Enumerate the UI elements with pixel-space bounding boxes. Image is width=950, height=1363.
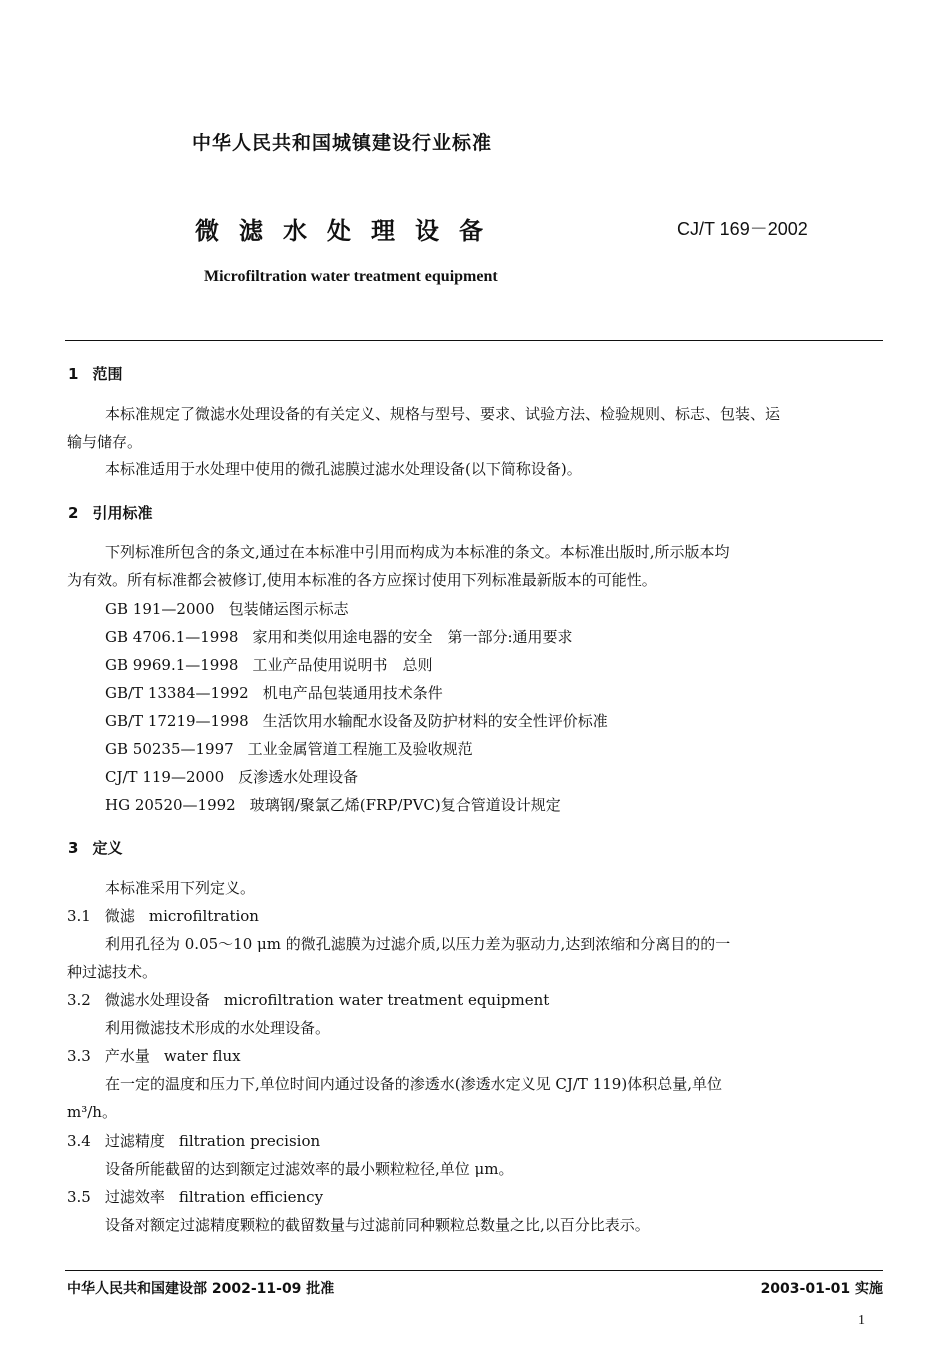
reference-name: 包装储运图示标志 bbox=[228, 600, 349, 618]
paragraph-line: 本标准采用下列定义。 bbox=[105, 879, 256, 897]
section-2-heading bbox=[68, 503, 152, 523]
definition-text: 设备对额定过滤精度颗粒的截留数量与过滤前同种颗粒总数量之比,以百分比表示。 bbox=[105, 1216, 650, 1234]
definition-term-en: water flux bbox=[163, 1047, 241, 1065]
definition-term-en: microfiltration bbox=[148, 907, 259, 925]
section-title: 引用标准 bbox=[92, 504, 153, 522]
implementation-line: 2003-01-01 实施 bbox=[760, 1281, 883, 1297]
definition-text: 设备所能截留的达到额定过滤效率的最小颗粒粒径,单位 μm。 bbox=[105, 1160, 514, 1178]
definition-text: 种过滤技术。 bbox=[67, 963, 158, 981]
section-3-heading bbox=[68, 838, 122, 858]
paragraph-line: 本标准适用于水处理中使用的微孔滤膜过滤水处理设备(以下简称设备)。 bbox=[105, 460, 582, 478]
reference-item bbox=[105, 767, 358, 787]
reference-item bbox=[105, 739, 473, 759]
definition-text: 在一定的温度和压力下,单位时间内通过设备的渗透水(渗透水定义见 CJ/T 119)体积总量,单位 bbox=[105, 1075, 722, 1093]
reference-item bbox=[105, 627, 573, 647]
reference-name: 家用和类似用途电器的安全 第一部分:通用要求 bbox=[252, 628, 573, 646]
definition-term-cn: 微滤 bbox=[104, 907, 135, 925]
section-number: 1 bbox=[68, 365, 79, 383]
paragraph-line: 输与储存。 bbox=[67, 433, 143, 451]
definition-number: 3.5 bbox=[67, 1188, 91, 1206]
reference-name: 玻璃钢/聚氯乙烯(FRP/PVC)复合管道设计规定 bbox=[249, 796, 561, 814]
definition-term bbox=[67, 990, 549, 1010]
reference-name: 反渗透水处理设备 bbox=[238, 768, 359, 786]
reference-item bbox=[105, 655, 432, 675]
approval-line: 中华人民共和国建设部 2002-11-09 批准 bbox=[67, 1281, 335, 1297]
reference-name: 生活饮用水输配水设备及防护材料的安全性评价标准 bbox=[262, 712, 608, 730]
definition-term-cn: 过滤效率 bbox=[104, 1188, 165, 1206]
definition-number: 3.1 bbox=[67, 907, 91, 925]
section-number: 3 bbox=[68, 839, 79, 857]
section-title: 定义 bbox=[92, 839, 123, 857]
section-1-heading bbox=[68, 364, 122, 384]
reference-name: 工业产品使用说明书 总则 bbox=[252, 656, 433, 674]
reference-item bbox=[105, 711, 608, 731]
section-number: 2 bbox=[68, 504, 79, 522]
definition-text: 利用孔径为 0.05～10 μm 的微孔滤膜为过滤介质,以压力差为驱动力,达到浓缩和分离目的的一 bbox=[105, 935, 731, 953]
reference-code: GB 191—2000 bbox=[105, 600, 215, 618]
definition-number: 3.3 bbox=[67, 1047, 91, 1065]
top-rule bbox=[65, 340, 883, 341]
reference-code: GB 50235—1997 bbox=[105, 740, 234, 758]
standard-type-heading: 中华人民共和国城镇建设行业标准 bbox=[192, 132, 493, 154]
reference-name: 机电产品包装通用技术条件 bbox=[262, 684, 443, 702]
definition-term bbox=[67, 1131, 320, 1151]
paragraph-line: 本标准规定了微滤水处理设备的有关定义、规格与型号、要求、试验方法、检验规则、标志、包装、运 bbox=[105, 405, 781, 423]
paragraph-line: 下列标准所包含的条文,通过在本标准中引用而构成为本标准的条文。本标准出版时,所示版本均 bbox=[105, 543, 730, 561]
reference-item bbox=[105, 683, 443, 703]
definition-term-en: microfiltration water treatment equipment bbox=[223, 991, 550, 1009]
definition-term bbox=[67, 906, 259, 926]
definition-term-en: filtration efficiency bbox=[178, 1188, 324, 1206]
reference-code: HG 20520—1992 bbox=[105, 796, 236, 814]
definition-text: 利用微滤技术形成的水处理设备。 bbox=[105, 1019, 331, 1037]
definition-text: m³/h。 bbox=[67, 1103, 117, 1121]
paragraph-line: 为有效。所有标准都会被修订,使用本标准的各方应探讨使用下列标准最新版本的可能性。 bbox=[67, 571, 657, 589]
definition-number: 3.4 bbox=[67, 1132, 91, 1150]
definition-term-cn: 产水量 bbox=[104, 1047, 150, 1065]
reference-item bbox=[105, 599, 349, 619]
reference-code: CJ/T 119—2000 bbox=[105, 768, 225, 786]
reference-code: GB 9969.1—1998 bbox=[105, 656, 239, 674]
definition-term bbox=[67, 1187, 323, 1207]
reference-code: GB/T 17219—1998 bbox=[105, 712, 249, 730]
page-number: 1 bbox=[858, 1313, 865, 1328]
document-title-en: Microfiltration water treatment equipment bbox=[204, 268, 498, 285]
reference-item bbox=[105, 795, 561, 815]
section-title: 范围 bbox=[92, 365, 123, 383]
document-title-cn: 微滤水处理设备 bbox=[195, 217, 503, 245]
bottom-rule bbox=[65, 1270, 883, 1271]
definition-number: 3.2 bbox=[67, 991, 91, 1009]
definition-term-en: filtration precision bbox=[178, 1132, 321, 1150]
standard-code: CJ/T 169－2002 bbox=[677, 219, 808, 239]
reference-code: GB/T 13384—1992 bbox=[105, 684, 249, 702]
reference-code: GB 4706.1—1998 bbox=[105, 628, 239, 646]
definition-term bbox=[67, 1046, 241, 1066]
reference-name: 工业金属管道工程施工及验收规范 bbox=[247, 740, 473, 758]
definition-term-cn: 微滤水处理设备 bbox=[104, 991, 210, 1009]
definition-term-cn: 过滤精度 bbox=[104, 1132, 165, 1150]
